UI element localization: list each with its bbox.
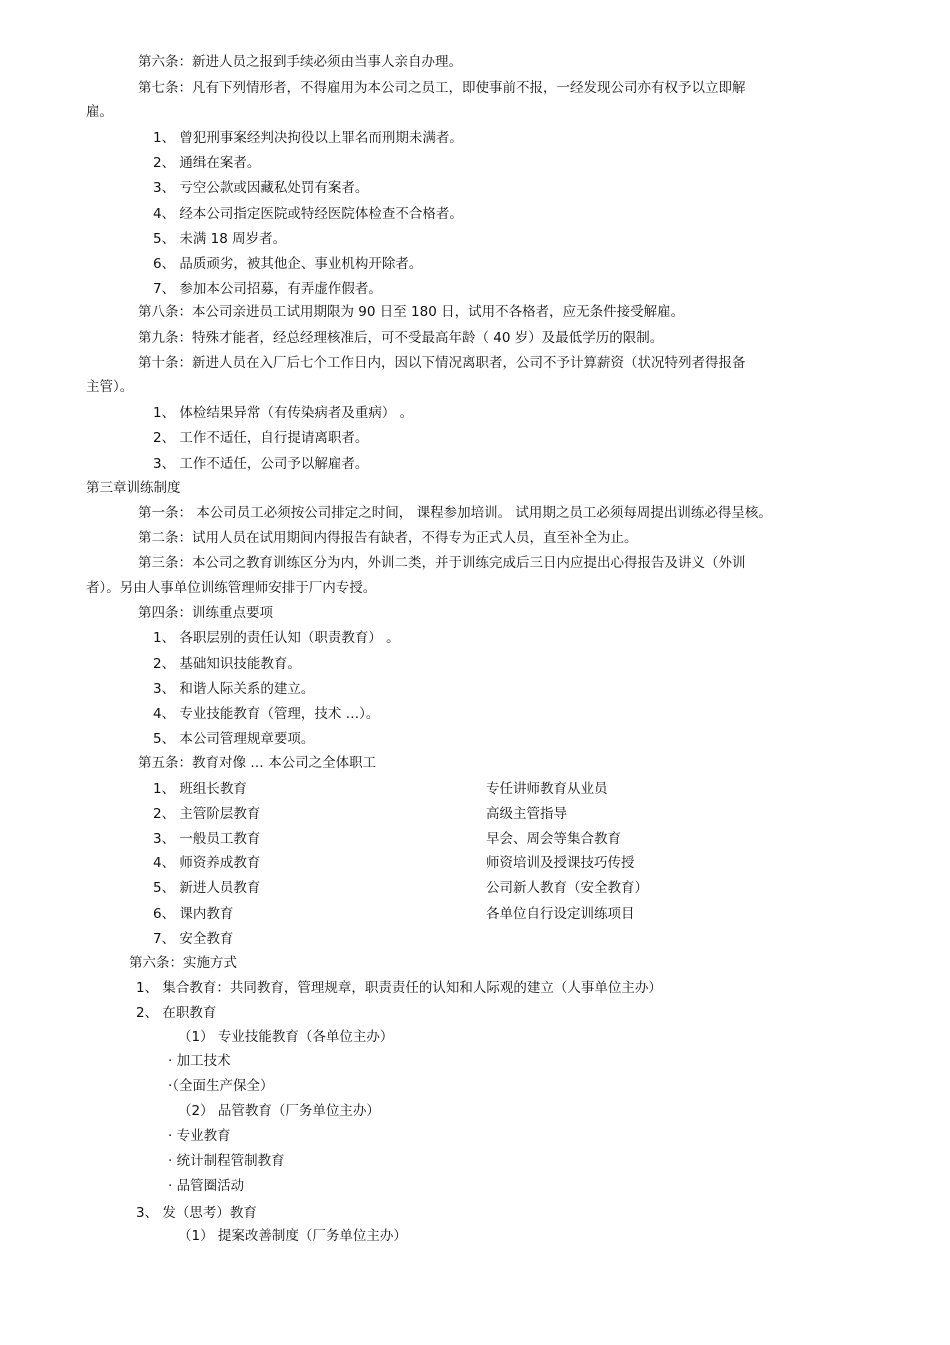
ch3-article-3-continuation: 者）。另由人事单位训练管理师安排于厂内专授。 [86,580,377,596]
list-item: 4、 经本公司指定医院或特经医院体检查不合格者。 [153,206,463,222]
list-item: 3、 和谐人际关系的建立。 [153,681,315,697]
article-9-text: 第九条：特殊才能者，经总经理核准后，可不受最高年龄（ 40 岁）及最低学历的限制。 [138,330,664,346]
list-item: 1、 各职层别的责任认知（职责教育） 。 [153,630,400,646]
education-target-row [153,829,621,849]
education-method: 师资培训及授课技巧传授 [486,855,635,871]
list-item: 1、 曾犯刑事案经判决拘役以上罪名而刑期未满者。 [153,130,463,146]
chapter-3-heading: 第三章训练制度 [86,480,181,496]
education-target: 1、 班组长教育 [153,781,247,797]
education-method: 专任讲师教育从业员 [486,781,608,797]
education-method: 公司新人教育（安全教育） [486,880,648,896]
education-method: 高级主管指导 [486,806,567,822]
list-item: 6、 品质顽劣，被其他企、事业机构开除者。 [153,256,423,272]
ch3-article-6-text: 第六条：实施方式 [129,955,237,971]
list-item: 1、 体检结果异常（有传染病者及重病） 。 [153,405,414,421]
list-item: 2、 在职教育 [136,1005,217,1021]
ch3-article-1-text: 第一条： 本公司员工必须按公司排定之时间， 课程参加培训。 试用期之员工必须每周提出训练必得呈核。 [138,505,772,521]
article-8-text: 第八条：本公司亲进员工试用期限为 90 日至 180 日，试用不各格者，应无条件接受解雇。 [138,304,685,320]
ch3-article-5-text: 第五条：教育对像 … 本公司之全体职工 [138,755,377,771]
education-target-row [153,929,233,949]
list-item: 3、 发（思考）教育 [136,1205,257,1221]
education-target-row [153,904,635,924]
list-item: 7、 参加本公司招募，有弄虚作假者。 [153,281,382,297]
list-item: 2、 工作不适任，自行提请离职者。 [153,430,369,446]
list-item: 5、 未满 18 周岁者。 [153,231,287,247]
article-10-continuation: 主管）。 [86,379,134,395]
bullet-item: ·（全面生产保全） [168,1078,274,1094]
education-method: 各单位自行设定训练项目 [486,906,635,922]
education-target-row [153,804,567,824]
education-target: 2、 主管阶层教育 [153,806,261,822]
ch3-article-3-text: 第三条：本公司之教育训练区分为内，外训二类，并于训练完成后三日内应提出心得报告及讲义（外训 [138,555,746,571]
list-item: 3、 工作不适任，公司予以解雇者。 [153,456,369,472]
ch3-article-2-text: 第二条：试用人员在试用期间内得报告有缺者，不得专为正式人员，直至补全为止。 [138,530,638,546]
ch3-article-4-text: 第四条：训练重点要项 [138,605,273,621]
article-10-text: 第十条：新进人员在入厂后七个工作日内，因以下情况离职者，公司不予计算薪资（状况特列者得报备 [138,355,746,371]
education-target: 3、 一般员工教育 [153,831,261,847]
bullet-item: · 品管圈活动 [168,1178,245,1194]
bullet-item: · 专业教育 [168,1128,231,1144]
education-target: 6、 课内教育 [153,906,234,922]
education-target: 7、 安全教育 [153,931,234,947]
list-item: 5、 本公司管理规章要项。 [153,731,315,747]
article-7-text: 第七条：凡有下列情形者，不得雇用为本公司之员工，即使事前不报，一经发现公司亦有权予以立即解 [138,80,746,96]
article-6-text: 第六条：新进人员之报到手续必须由当事人亲自办理。 [138,54,462,70]
list-item: 1、 集合教育：共同教育，管理规章，职责责任的认知和人际观的建立（人事单位主办） [136,980,662,996]
sub-item: （2） 品管教育（厂务单位主办） [178,1103,380,1119]
bullet-item: · 加工技术 [168,1053,231,1069]
sub-item: （1） 专业技能教育（各单位主办） [178,1029,394,1045]
bullet-item: · 统计制程管制教育 [168,1153,285,1169]
sub-item: （1） 提案改善制度（厂务单位主办） [178,1228,407,1244]
education-target-row [153,779,608,799]
education-target: 4、 师资养成教育 [153,855,261,871]
article-7-continuation: 雇。 [86,104,113,120]
education-target: 5、 新进人员教育 [153,880,261,896]
list-item: 2、 基础知识技能教育。 [153,656,301,672]
education-target-row [153,853,635,873]
list-item: 2、 通缉在案者。 [153,155,261,171]
education-method: 早会、周会等集合教育 [486,831,621,847]
list-item: 4、 专业技能教育（管理，技术 …）。 [153,706,380,722]
education-target-row [153,878,648,898]
list-item: 3、 亏空公款或因藏私处罚有案者。 [153,180,369,196]
